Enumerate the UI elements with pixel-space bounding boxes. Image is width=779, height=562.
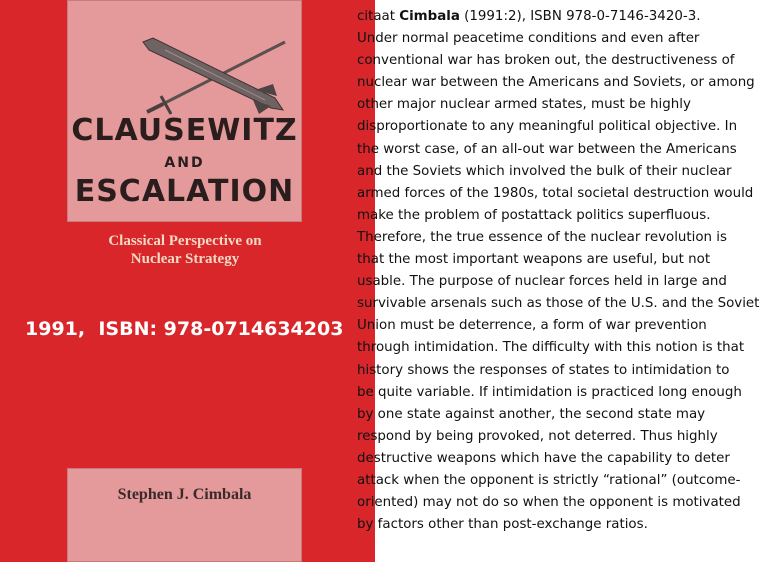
book-subtitle-line2: Nuclear Strategy <box>130 251 240 267</box>
quote-line: that the most important weapons are useful, but not <box>357 252 711 268</box>
quote-line: the worst case, of an all-out war between the Americans <box>357 141 737 157</box>
quote-line: through intimidation. The difficulty with this notion is that <box>357 340 745 356</box>
quote-text-block <box>357 6 777 536</box>
quote-line: conventional war has broken out, the destructiveness of <box>357 53 735 69</box>
quote-line: usable. The purpose of nuclear forces held in large and <box>357 274 727 290</box>
book-title-line3: ESCALATION <box>74 174 295 209</box>
book-cover <box>0 0 375 562</box>
book-title-line2: AND <box>164 155 205 171</box>
quote-line: history shows the responses of states to intimidation to <box>357 362 730 378</box>
missile-and-sword-icon <box>125 36 305 116</box>
quote-line: attack when the opponent is strictly “rational” (outcome- <box>357 472 741 488</box>
quote-line: Under normal peacetime conditions and even after <box>357 31 700 47</box>
quote-line: and the Soviets which involved the bulk of their nuclear <box>357 163 732 179</box>
quote-line: make the problem of postattack politics superfluous. <box>357 207 711 223</box>
quote-line: respond by being provoked, not deterred. Thus highly <box>357 428 718 444</box>
quote-line: Therefore, the true essence of the nuclear revolution is <box>357 229 728 245</box>
quote-header <box>357 6 777 28</box>
quote-line: survivable arsenals such as those of the U.S. and the Soviet <box>357 296 760 312</box>
author-panel <box>67 468 302 562</box>
book-title-line1: CLAUSEWITZ <box>71 113 298 148</box>
book-subtitle-line1: Classical Perspective on <box>108 233 262 249</box>
quote-line: destructive weapons which have the capability to deter <box>357 450 730 466</box>
isbn-overlay: 1991, ISBN: 978-0714634203 <box>25 318 344 340</box>
book-author: Stephen J. Cimbala <box>117 486 252 503</box>
quote-line: Union must be deterrence, a form of war prevention <box>357 318 707 334</box>
quote-author: Cimbala <box>399 9 460 24</box>
quote-line: by one state against another, the second state may <box>357 406 706 422</box>
quote-line: other major nuclear armed states, must be highly <box>357 97 691 113</box>
quote-header-suffix: (1991:2), ISBN 978-0-7146-3420-3. <box>459 9 701 24</box>
quote-line: oriented) may not do so when the opponent is motivated <box>357 495 741 511</box>
quote-line: by factors other than post-exchange ratios. <box>357 517 648 533</box>
title-panel <box>67 0 302 222</box>
quote-line: disproportionate to any meaningful political objective. In <box>357 119 738 135</box>
quote-line: be quite variable. If intimidation is practiced long enough <box>357 384 742 400</box>
quote-header-prefix: citaat <box>357 9 400 24</box>
quote-line: armed forces of the 1980s, total societal destruction would <box>357 185 754 201</box>
quote-line: nuclear war between the Americans and Soviets, or among <box>357 75 755 91</box>
